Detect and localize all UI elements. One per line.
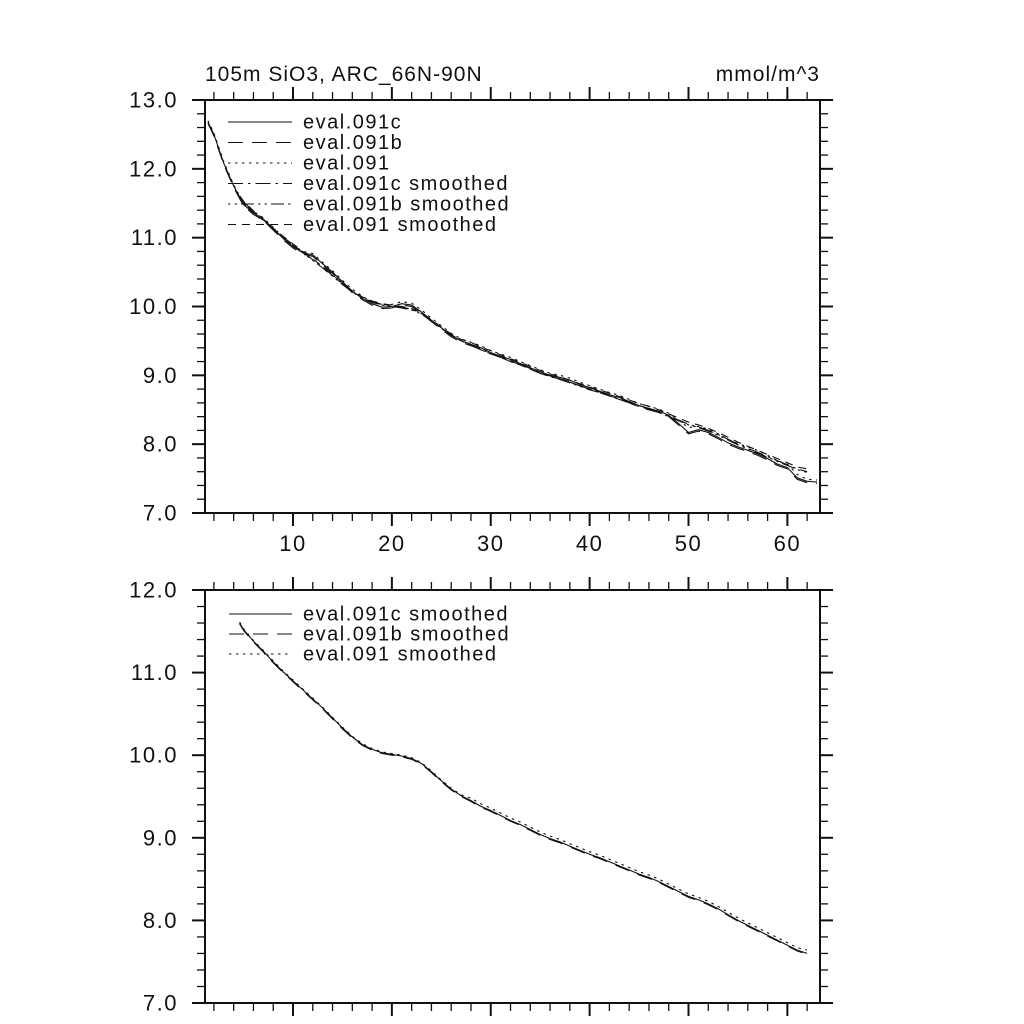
x-tick-label: 50 <box>674 531 703 556</box>
y-tick-label: 10.0 <box>129 742 178 768</box>
legend-label: eval.091 smoothed <box>303 643 498 666</box>
x-tick-label: 40 <box>575 531 604 556</box>
plot-frame <box>205 100 820 513</box>
x-tick-label: 60 <box>773 531 802 556</box>
series-line-eval-091-smoothed <box>240 622 808 950</box>
series-line-eval-091b-smoothed <box>240 197 808 472</box>
legend-label: eval.091b smoothed <box>303 193 511 216</box>
y-tick-label: 7.0 <box>142 500 178 526</box>
legend <box>228 112 510 237</box>
y-tick-label: 11.0 <box>130 660 178 686</box>
series-line-eval-091-smoothed <box>240 193 808 469</box>
y-tick-label: 13.0 <box>129 87 178 113</box>
chart-title: 105m SiO3, ARC_66N-90N <box>205 63 483 86</box>
legend-label: eval.091c smoothed <box>303 173 510 195</box>
legend-label: eval.091 smoothed <box>303 214 498 236</box>
series-line-eval-091c-smoothed <box>240 193 808 471</box>
x-tick-label: 10 <box>279 531 307 556</box>
series-line-eval-091b-smoothed <box>240 624 808 954</box>
y-tick-label: 11.0 <box>130 225 178 251</box>
y-tick-label: 12.0 <box>129 156 178 182</box>
series-line-eval-091c <box>208 122 817 482</box>
y-tick-label: 9.0 <box>142 362 178 388</box>
chart-0 <box>129 63 833 556</box>
legend-label: eval.091c <box>303 111 403 134</box>
plot-frame <box>205 590 820 1003</box>
series-line-eval-091 <box>208 121 817 480</box>
legend-label: eval.091b <box>303 132 404 154</box>
legend-label: eval.091 <box>303 152 391 175</box>
legend-label: eval.091b smoothed <box>303 623 511 646</box>
units-label: mmol/m^3 <box>715 63 820 86</box>
series-line-eval-091c-smoothed <box>240 623 808 953</box>
chart-1 <box>129 577 833 1016</box>
x-tick-label: 30 <box>477 531 505 556</box>
y-tick-label: 12.0 <box>129 577 178 603</box>
y-tick-label: 10.0 <box>129 294 178 319</box>
y-tick-label: 8.0 <box>142 431 178 457</box>
y-tick-label: 7.0 <box>142 990 178 1016</box>
legend-label: eval.091c smoothed <box>303 603 510 626</box>
y-tick-label: 9.0 <box>142 825 178 851</box>
series-line-eval-091b <box>208 123 817 483</box>
y-tick-label: 8.0 <box>142 907 178 933</box>
legend <box>229 604 510 666</box>
x-tick-label: 20 <box>378 531 406 556</box>
